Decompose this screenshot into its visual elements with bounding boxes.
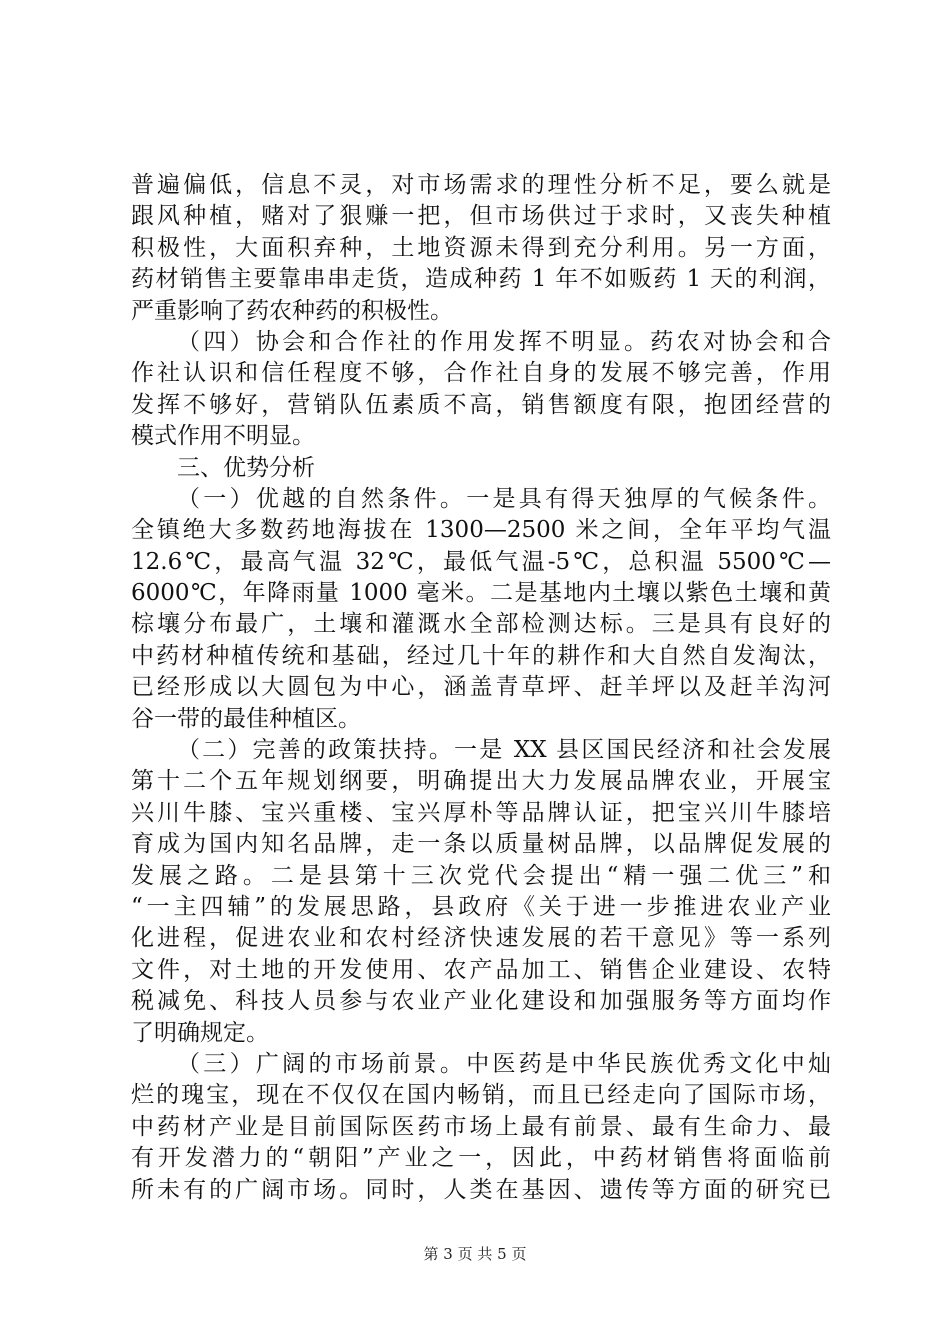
text-line: 烂的瑰宝，现在不仅仅在国内畅销，而且已经走向了国际市场， (131, 1082, 831, 1109)
text-line: 积极性，大面积弃种，土地资源未得到充分利用。另一方面， (131, 234, 831, 261)
text-line: （三）广阔的市场前景。中医药是中华民族优秀文化中灿 (177, 1050, 831, 1077)
text-line: 棕壤分布最广，土壤和灌溉水全部检测达标。三是具有良好的 (131, 611, 831, 638)
text-line: 已经形成以大圆包为中心，涵盖青草坪、赶羊坪以及赶羊沟河 (131, 674, 831, 701)
text-line: 第十二个五年规划纲要，明确提出大力发展品牌农业，开展宝 (131, 768, 831, 795)
text-line: 中药材种植传统和基础，经过几十年的耕作和大自然自发淘汰， (131, 642, 831, 669)
text-line: 12.6℃，最高气温 32℃，最低气温-5℃，总积温 5500℃— (131, 548, 831, 575)
text-line: 严重影响了药农种药的积极性。 (131, 297, 453, 324)
text-line: （二）完善的政策扶持。一是 XX 县区国民经济和社会发展 (177, 737, 831, 764)
text-line: 所未有的广阔市场。同时，人类在基因、遗传等方面的研究已 (131, 1176, 831, 1203)
text-line: 中药材产业是目前国际医药市场上最有前景、最有生命力、最 (131, 1113, 831, 1140)
text-line: “一主四辅”的发展思路，县政府《关于进一步推进农业产业 (131, 893, 831, 920)
text-line: （四）协会和合作社的作用发挥不明显。药农对协会和合 (177, 328, 831, 355)
text-line: 跟风种植，赌对了狠赚一把，但市场供过于求时，又丧失种植 (131, 203, 831, 230)
text-line: 育成为国内知名品牌，走一条以质量树品牌，以品牌促发展的 (131, 831, 831, 858)
text-line: 模式作用不明显。 (131, 423, 315, 450)
text-line: 普遍偏低，信息不灵，对市场需求的理性分析不足，要么就是 (131, 172, 831, 198)
text-line: 发挥不够好，营销队伍素质不高，销售额度有限，抱团经营的 (131, 391, 831, 418)
text-line: 谷一带的最佳种植区。 (131, 705, 361, 732)
text-line: 税减免、科技人员参与农业产业化建设和加强服务等方面均作 (131, 988, 831, 1015)
text-line: 作社认识和信任程度不够，合作社自身的发展不够完善，作用 (131, 360, 831, 387)
text-line: 发展之路。二是县第十三次党代会提出“精一强二优三”和 (131, 862, 831, 889)
text-line: 有开发潜力的“朝阳”产业之一，因此，中药材销售将面临前 (131, 1145, 831, 1172)
text-line: 全镇绝大多数药地海拔在 1300—2500 米之间，全年平均气温 (131, 517, 831, 544)
text-line: 文件，对土地的开发使用、农产品加工、销售企业建设、农特 (131, 956, 831, 983)
text-line: 三、优势分析 (177, 454, 315, 481)
text-line: 6000℃，年降雨量 1000 毫米。二是基地内土壤以紫色土壤和黄 (131, 580, 831, 607)
text-line: 了明确规定。 (131, 1019, 269, 1046)
text-line: 药材销售主要靠串串走货，造成种药 1 年不如贩药 1 天的利润， (131, 266, 831, 293)
text-line: 兴川牛膝、宝兴重楼、宝兴厚朴等品牌认证，把宝兴川牛膝培 (131, 799, 831, 826)
page-footer: 第 3 页 共 5 页 (423, 1245, 527, 1263)
text-line: 化进程，促进农业和农村经济快速发展的若干意见》等一系列 (131, 925, 831, 952)
document-body (131, 170, 831, 1206)
text-line: （一）优越的自然条件。一是具有得天独厚的气候条件。 (177, 485, 831, 512)
